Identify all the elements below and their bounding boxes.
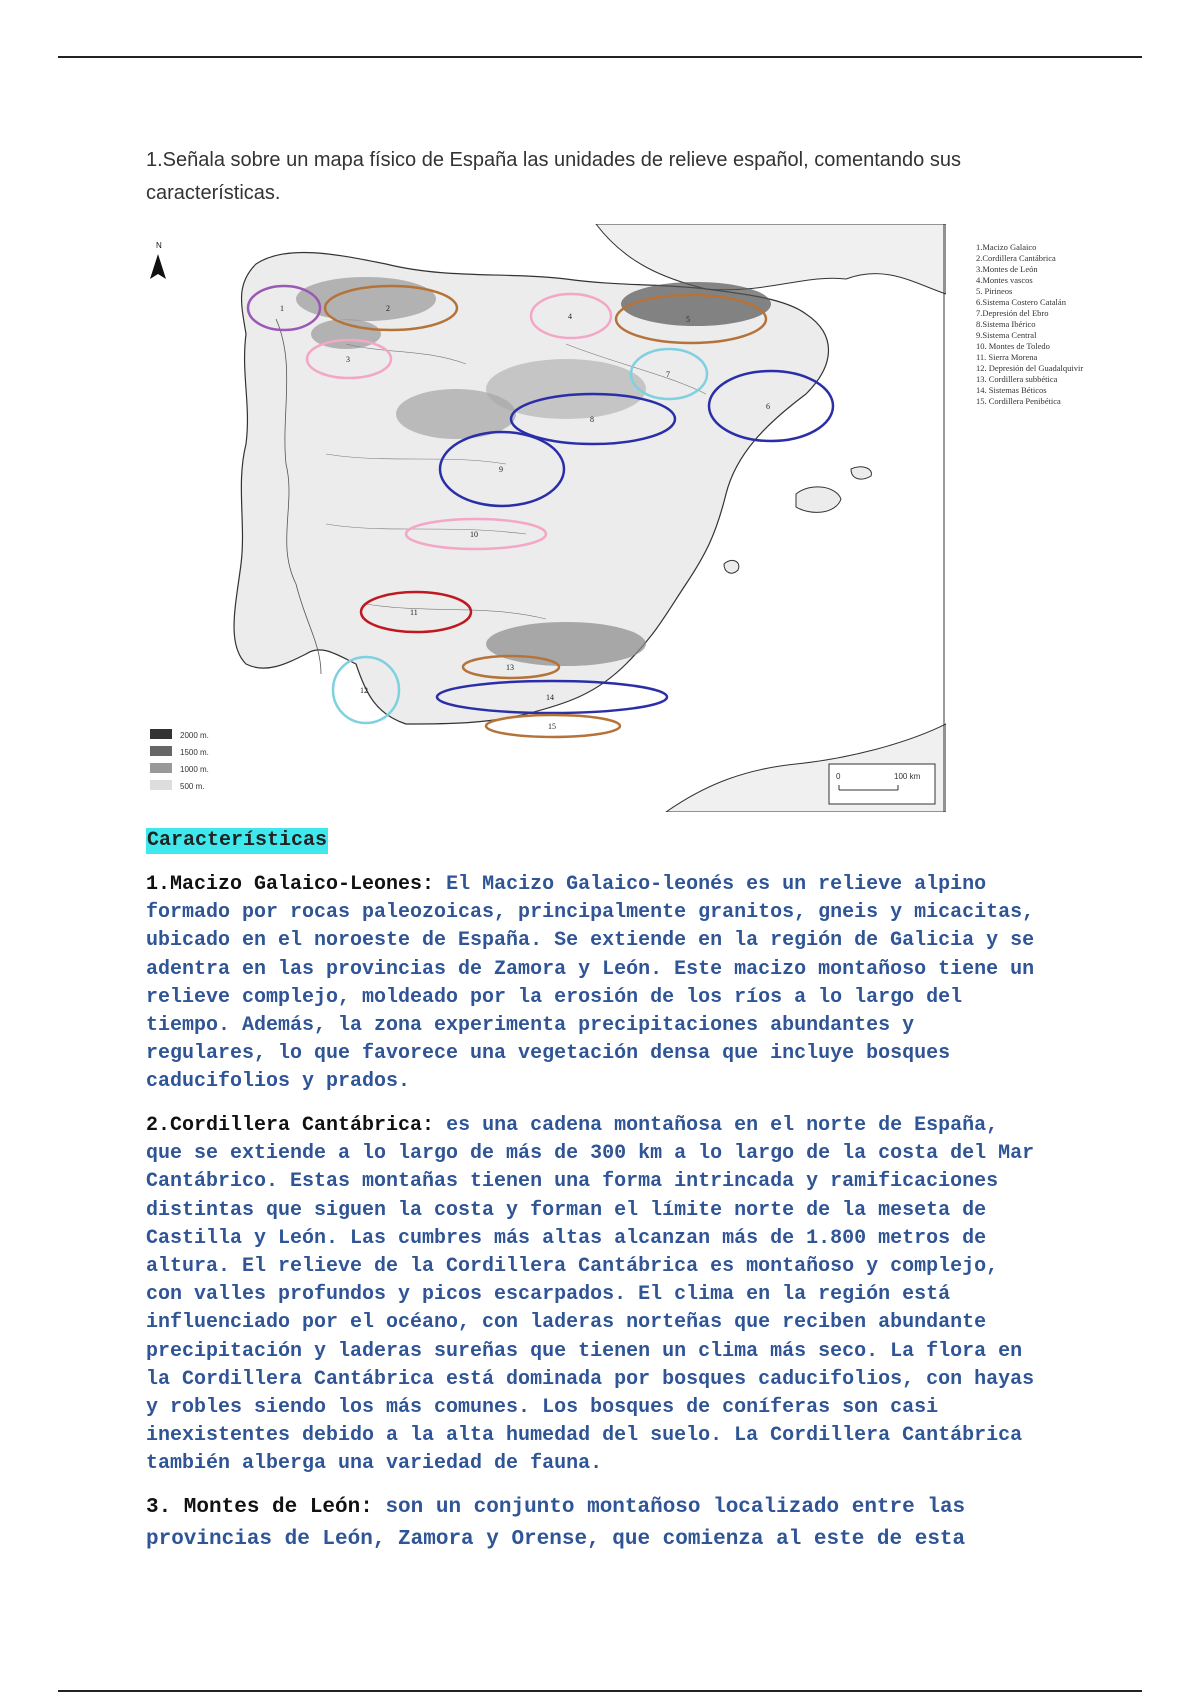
legend-item: 6.Sistema Costero Catalán bbox=[976, 297, 1066, 307]
legend-item: 11. Sierra Morena bbox=[976, 352, 1038, 362]
scale-end: 100 km bbox=[894, 772, 921, 781]
region-number: 11 bbox=[410, 608, 418, 617]
legend-item: 8.Sistema Ibérico bbox=[976, 319, 1036, 329]
legend-swatch-1500 bbox=[150, 746, 172, 756]
legend-swatch-2000 bbox=[150, 729, 172, 739]
region-number: 13 bbox=[506, 663, 514, 672]
north-label: N bbox=[156, 241, 162, 250]
section-macizo-galaico bbox=[146, 871, 1066, 1097]
region-number: 5 bbox=[686, 315, 690, 324]
region-number: 12 bbox=[360, 686, 368, 695]
legend-label: 500 m. bbox=[180, 782, 205, 791]
section-line: provincias de León, Zamora y Orense, que comienza al este de esta bbox=[146, 1528, 966, 1551]
section-cordillera-cantabrica bbox=[146, 1112, 1066, 1479]
section-line: que se extiende a lo largo de más de 300 km a lo largo de la costa del Mar bbox=[146, 1142, 1035, 1166]
section-line: Castilla y León. Las cumbres más altas alcanzan más de 1.800 metros de bbox=[146, 1226, 987, 1250]
legend-item: 12. Depresión del Guadalquivir bbox=[976, 363, 1084, 373]
section-title: 3. Montes de León: bbox=[146, 1496, 373, 1519]
characteristics-heading: Características bbox=[147, 829, 328, 852]
section-line: relieve complejo, moldeado por la erosión de los ríos a lo largo del bbox=[146, 985, 963, 1009]
legend-item: 5. Pirineos bbox=[976, 286, 1013, 296]
section-montes-de-leon bbox=[146, 1492, 1066, 1556]
region-number: 7 bbox=[666, 370, 670, 379]
legend-item: 9.Sistema Central bbox=[976, 330, 1037, 340]
section-line: Cantábrico. Estas montañas tienen una forma intrincada y ramificaciones bbox=[146, 1170, 999, 1194]
section-line: también alberga una variedad de fauna. bbox=[146, 1452, 603, 1476]
section-line: altura. El relieve de la Cordillera Cantábrica es montañoso y complejo, bbox=[146, 1255, 999, 1279]
legend-label: 1500 m. bbox=[180, 748, 209, 757]
section-line: inexistentes debido a la alta humedad del suelo. La Cordillera Cantábrica bbox=[146, 1424, 1023, 1448]
question-text: 1.Señala sobre un mapa físico de España las unidades de relieve español, comentando sus características. bbox=[146, 149, 961, 204]
top-rule bbox=[58, 56, 1142, 58]
legend-item: 14. Sistemas Béticos bbox=[976, 385, 1047, 395]
region-number: 9 bbox=[499, 465, 503, 474]
scale-start: 0 bbox=[836, 772, 841, 781]
region-number: 3 bbox=[346, 355, 350, 364]
section-line: El Macizo Galaico-leonés es un relieve alpino bbox=[446, 873, 987, 896]
bottom-rule bbox=[58, 1690, 1142, 1692]
legend-label: 1000 m. bbox=[180, 765, 209, 774]
region-number: 1 bbox=[280, 304, 284, 313]
region-number: 4 bbox=[568, 312, 572, 321]
legend-item: 10. Montes de Toledo bbox=[976, 341, 1050, 351]
section-line: son un conjunto montañoso localizado entre las bbox=[385, 1496, 966, 1519]
legend-item: 2.Cordillera Cantábrica bbox=[976, 253, 1056, 263]
legend-item: 13. Cordillera subbética bbox=[976, 374, 1058, 384]
section-line: es una cadena montañosa en el norte de España, bbox=[446, 1114, 999, 1137]
region-number: 14 bbox=[546, 693, 554, 702]
section-title: 2.Cordillera Cantábrica: bbox=[146, 1114, 435, 1137]
region-number: 10 bbox=[470, 530, 478, 539]
section-line: con valles profundos y picos escarpados. El clima en la región está bbox=[146, 1283, 951, 1307]
section-line: y robles siendo los más comunes. Los bosques de coníferas son casi bbox=[146, 1396, 939, 1420]
legend-item: 7.Depresión del Ebro bbox=[976, 308, 1049, 318]
legend-swatch-1000 bbox=[150, 763, 172, 773]
section-line: precipitación y laderas sureñas que tienen un clima más seco. La flora en bbox=[146, 1339, 1023, 1363]
section-line: ubicado en el noroeste de España. Se extiende en la región de Galicia y se bbox=[146, 929, 1035, 953]
section-line: tiempo. Además, la zona experimenta precipitaciones abundantes y bbox=[146, 1014, 915, 1038]
relief-map bbox=[146, 224, 946, 812]
scale-box bbox=[829, 764, 935, 804]
map-legend bbox=[976, 242, 1116, 407]
section-title: 1.Macizo Galaico-Leones: bbox=[146, 873, 435, 896]
legend-label: 2000 m. bbox=[180, 731, 209, 740]
legend-item: 1.Macizo Galaico bbox=[976, 242, 1037, 252]
section-line: influenciado por el océano, con laderas norteñas que reciben abundante bbox=[146, 1311, 987, 1335]
legend-item: 15. Cordillera Penibética bbox=[976, 396, 1061, 406]
map-svg bbox=[146, 224, 946, 812]
section-line: regulares, lo que favorece una vegetación densa que incluye bosques bbox=[146, 1042, 951, 1066]
legend-item: 3.Montes de León bbox=[976, 264, 1038, 274]
section-line: adentra en las provincias de Zamora y León. Este macizo montañoso tiene un bbox=[146, 957, 1035, 981]
section-line: distintas que siguen la costa y forman el límite norte de la meseta de bbox=[146, 1198, 987, 1222]
region-number: 8 bbox=[590, 415, 594, 424]
region-number: 6 bbox=[766, 402, 770, 411]
legend-swatch-500 bbox=[150, 780, 172, 790]
section-line: la Cordillera Cantábrica está dominada por bosques caducifolios, con hayas bbox=[146, 1367, 1035, 1391]
region-number: 15 bbox=[548, 722, 556, 731]
section-line: caducifolios y prados. bbox=[146, 1070, 411, 1094]
legend-item: 4.Montes vascos bbox=[976, 275, 1033, 285]
section-line: formado por rocas paleozoicas, principalmente granitos, gneis y micacitas, bbox=[146, 901, 1035, 925]
region-number: 2 bbox=[386, 304, 390, 313]
